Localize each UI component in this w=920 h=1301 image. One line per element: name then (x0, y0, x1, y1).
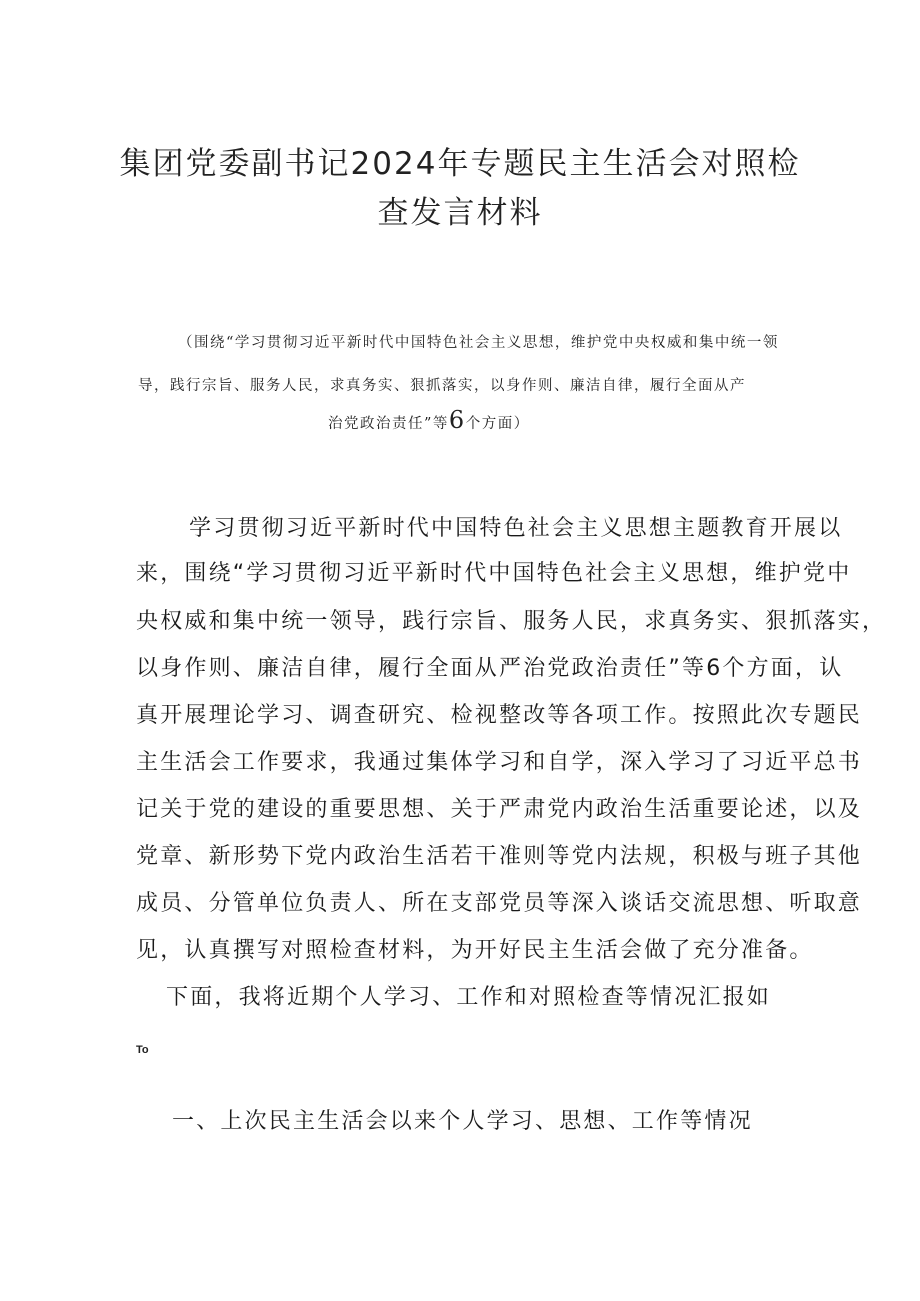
body-line-10: 见，认真撰写对照检查材料，为开好民主生活会做了充分准备。 (136, 938, 814, 963)
subtitle-line-3 (328, 406, 530, 434)
subtitle-line-2: 导，践行宗旨、服务人民，求真务实、狠抓落实，以身作则、廉洁自律，履行全面从产 (138, 378, 746, 394)
subtitle-number: 6 (448, 406, 466, 434)
document-title-line-1: 集团党委副书记2024年专题民主生活会对照检 (119, 146, 801, 182)
body-line-8: 党章、新形势下党内政治生活若干准则等党内法规，积极与班子其他 (136, 844, 863, 869)
body-line-4: 以身作则、廉洁自律，履行全面从严治党政治责任”等6个方面，认 (136, 656, 844, 681)
section-heading: 一、上次民主生活会以来个人学习、思想、工作等情况 (172, 1109, 753, 1134)
body-line-1: 学习贯彻习近平新时代中国特色社会主义思想主题教育开展以 (189, 516, 843, 541)
document-title-line-2: 查发言材料 (377, 195, 543, 231)
subtitle-line-1: （围绕“学习贯彻习近平新时代中国特色社会主义思想，维护党中央权威和集中统一领 (178, 335, 779, 351)
body-line-5: 真开展理论学习、调查研究、检视整改等各项工作。按照此次专题民 (136, 703, 863, 728)
subtitle-line-3-start: 治党政治责任”等 (328, 416, 449, 432)
body-line-7: 记关于党的建设的重要思想、关于严肃党内政治生活重要论述，以及 (136, 797, 863, 822)
body-line-11: 下面，我将近期个人学习、工作和对照检查等情况汇报如 (166, 985, 772, 1010)
trailing-text: To (136, 1044, 149, 1056)
body-line-3: 央权威和集中统一领导，践行宗旨、服务人民，求真务实、狠抓落实， (136, 609, 887, 634)
body-line-2: 来，围绕“学习贯彻习近平新时代中国特色社会主义思想，维护党中 (136, 561, 852, 586)
body-line-9: 成员、分管单位负责人、所在支部党员等深入谈话交流思想、听取意 (136, 891, 863, 916)
subtitle-line-3-end: 个方面） (465, 416, 530, 432)
body-line-6: 主生活会工作要求，我通过集体学习和自学，深入学习了习近平总书 (136, 750, 863, 775)
